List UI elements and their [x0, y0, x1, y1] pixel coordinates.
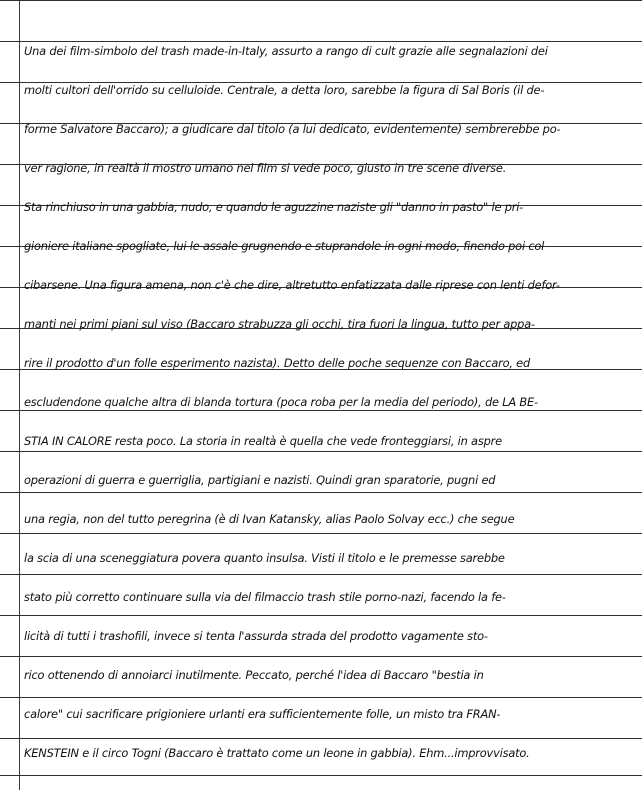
- ruled-line: [0, 451, 642, 452]
- text-line: forme Salvatore Baccaro); a giudicare dal titolo (a lui dedicato, evidentemente) sembrerebbe po-: [24, 122, 561, 136]
- text-line: operazioni di guerra e guerriglia, partigiani e nazisti. Quindi gran sparatorie, pugni ed: [24, 473, 496, 487]
- text-line: rire il prodotto d'un folle esperimento nazista). Detto delle poche sequenze con Baccaro, ed: [24, 356, 531, 370]
- ruled-line: [0, 533, 642, 534]
- ruled-line: [0, 574, 642, 575]
- ruled-line: [0, 615, 642, 616]
- text-line: calore" cui sacrificare prigioniere urlanti era sufficientemente folle, un misto tra FRAN-: [24, 707, 501, 721]
- text-line: licità di tutti i trashofili, invece si tenta l'assurda strada del prodotto vagamente sto-: [24, 629, 488, 643]
- ruled-line: [0, 656, 642, 657]
- text-line: la scia di una sceneggiatura povera quanto insulsa. Visti il titolo e le premesse sarebbe: [24, 551, 505, 565]
- text-line: escludendone qualche altra di blanda tortura (poca roba per la media del periodo), de LA BE-: [24, 395, 538, 409]
- text-line: stato più corretto continuare sulla via del filmaccio trash stile porno-nazi, facendo la fe-: [24, 590, 506, 604]
- text-line: cibarsene. Una figura amena, non c'è che dire, altretutto enfatizzata dalle riprese con lenti defor-: [24, 278, 560, 292]
- text-line: gioniere italiane spogliate, lui le assale grugnendo e stuprandole in ogni modo, finendo poi col: [24, 239, 545, 253]
- text-line: molti cultori dell'orrido su celluloide. Centrale, a detta loro, sarebbe la figura di Sal Boris (il de-: [24, 83, 545, 97]
- text-line: Una dei film-simbolo del trash made-in-Italy, assurto a rango di cult grazie alle segnalazioni dei: [24, 44, 548, 58]
- ruled-line: [0, 492, 642, 493]
- ruled-line: [0, 775, 642, 776]
- ruled-line: [0, 738, 642, 739]
- text-line: KENSTEIN e il circo Togni (Baccaro è trattato come un leone in gabbia). Ehm...improvvisato.: [24, 746, 530, 760]
- ruled-line: [0, 697, 642, 698]
- text-line: una regia, non del tutto peregrina (è di Ivan Katansky, alias Paolo Solvay ecc.) che segue: [24, 512, 515, 526]
- text-line: ver ragione, in realtà il mostro umano nel film si vede poco, giusto in tre scene diverse.: [24, 161, 507, 175]
- ruled-line: [0, 410, 642, 411]
- text-line: STIA IN CALORE resta poco. La storia in realtà è quella che vede fronteggiarsi, in aspre: [24, 434, 502, 448]
- text-line: manti nei primi piani sul viso (Baccaro strabuzza gli occhi, tira fuori la lingua, tutto per appa-: [24, 317, 535, 331]
- ruled-line: [0, 41, 642, 42]
- margin-line: [19, 0, 20, 790]
- ruled-line: [0, 0, 642, 1]
- text-line: rico ottenendo di annoiarci inutilmente. Peccato, perché l'idea di Baccaro "bestia in: [24, 668, 484, 682]
- text-line: Sta rinchiuso in una gabbia, nudo, e quando le aguzzine naziste gli "danno in pasto" le pri-: [24, 200, 524, 214]
